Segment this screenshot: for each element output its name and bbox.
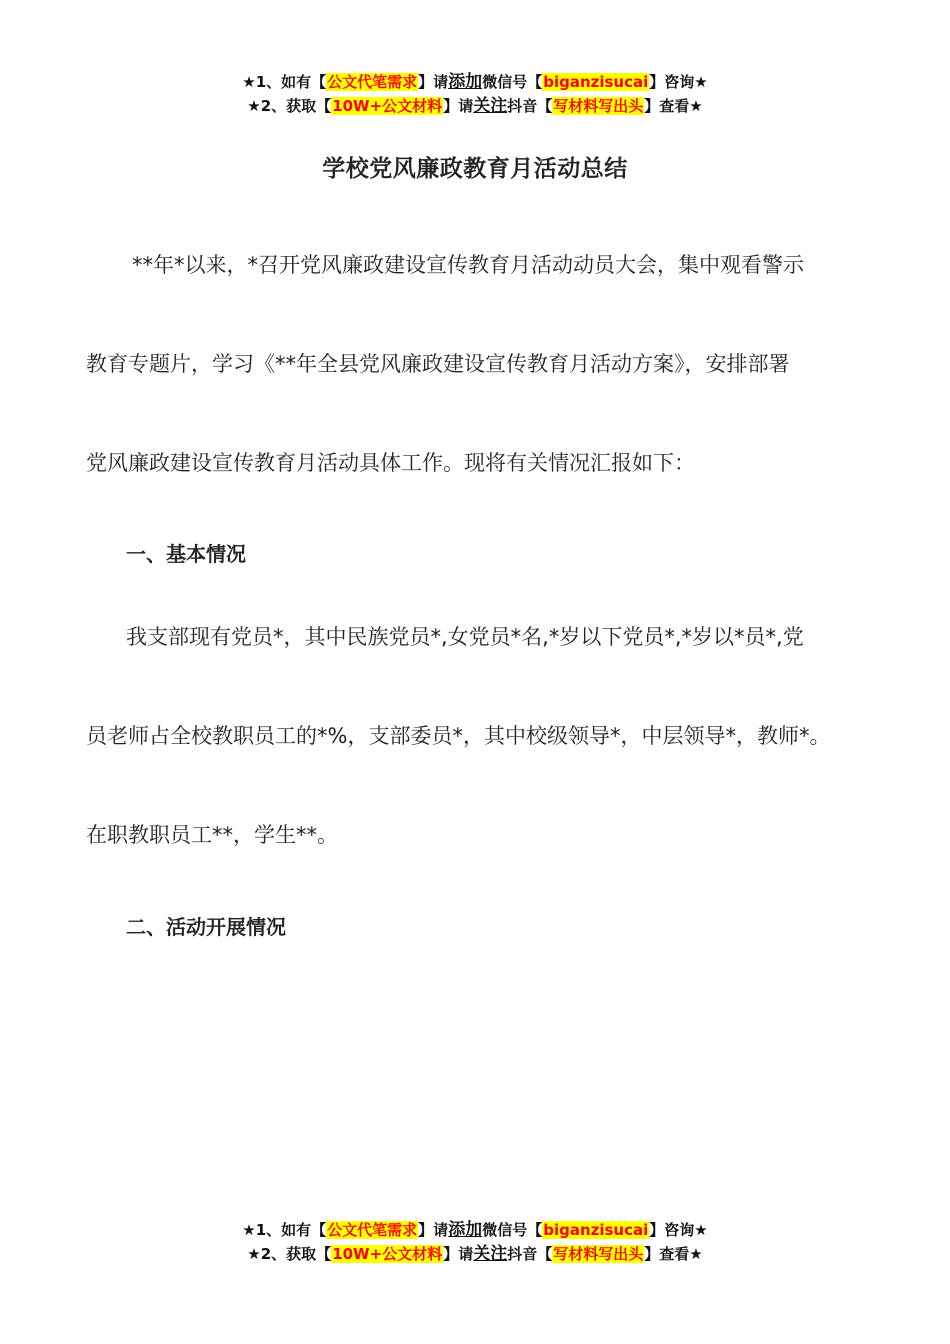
promo-line-1: ★1、如有【公文代笔需求】请添加微信号【biganzisucai】咨询★: [242, 72, 708, 92]
section-heading-activities: 二、活动开展情况: [126, 915, 286, 939]
promo-wechat-id: biganzisucai: [543, 1221, 649, 1239]
promo-header: [0, 70, 950, 118]
promo-footer: [0, 1218, 950, 1266]
promo-wechat-id: biganzisucai: [543, 73, 649, 91]
promo-highlight: 公文代笔需求: [327, 73, 418, 91]
promo-douyin-id: 写材料写出头: [553, 97, 644, 115]
paragraph-line: **年*以来，*召开党风廉政建设宣传教育月活动动员大会，集中观看警示: [132, 253, 804, 277]
paragraph-line: 员老师占全校教职员工的*%，支部委员*，其中校级领导*，中层领导*，教师*。: [86, 724, 831, 748]
paragraph-line: 我支部现有党员*，其中民族党员*,女党员*名,*岁以下党员*,*岁以*员*,党: [126, 625, 804, 649]
paragraph-line: 教育专题片，学习《**年全县党风廉政建设宣传教育月活动方案》，安排部署: [86, 352, 790, 376]
promo-highlight: 10W+公文材料: [332, 97, 443, 115]
intro-paragraph: [86, 216, 876, 513]
promo-line-1: ★1、如有【公文代笔需求】请添加微信号【biganzisucai】咨询★: [242, 1220, 708, 1240]
section1-paragraph: [86, 588, 886, 885]
promo-line-2: ★2、获取【10W+公文材料】请关注抖音【写材料写出头】查看★: [247, 1244, 703, 1264]
section-heading-basic: 一、基本情况: [126, 542, 246, 566]
promo-highlight: 10W+公文材料: [332, 1245, 443, 1263]
paragraph-line: 在职教职员工**，学生**。: [86, 823, 338, 847]
promo-douyin-id: 写材料写出头: [553, 1245, 644, 1263]
promo-line-2: ★2、获取【10W+公文材料】请关注抖音【写材料写出头】查看★: [247, 96, 703, 116]
promo-highlight: 公文代笔需求: [327, 1221, 418, 1239]
document-title: 学校党风廉政教育月活动总结: [322, 156, 628, 182]
paragraph-line: 党风廉政建设宣传教育月活动具体工作。现将有关情况汇报如下：: [86, 451, 695, 475]
